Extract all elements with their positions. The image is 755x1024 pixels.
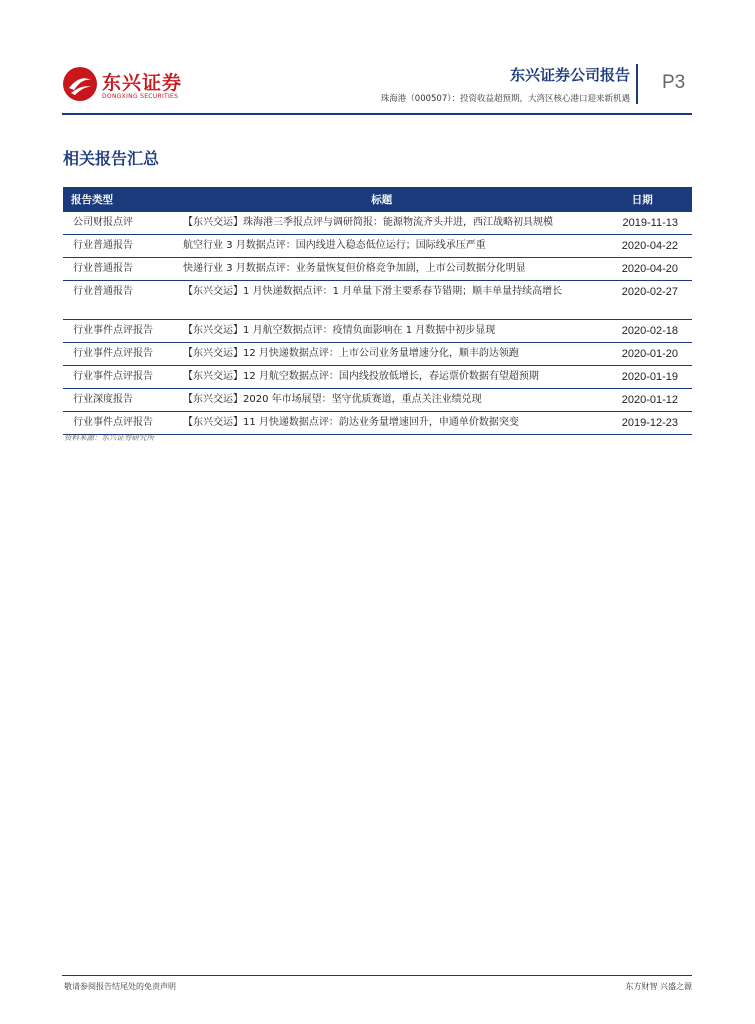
report-title: 【东兴交运】珠海港三季报点评与调研简报：能源物流齐头并进，西江战略初具规模 [171, 212, 592, 235]
report-type: 行业普通报告 [63, 281, 171, 320]
report-date: 2020-02-18 [592, 320, 692, 343]
page-number: P3 [662, 72, 686, 93]
disclaimer-note: 敬请参阅报告结尾处的免责声明 [64, 982, 176, 991]
table-row [63, 235, 692, 258]
report-title: 【东兴交运】2020 年市场展望：坚守优质赛道，重点关注业绩兑现 [171, 389, 592, 412]
related-reports-table [63, 187, 692, 435]
report-type: 行业事件点评报告 [63, 366, 171, 389]
report-title: 快递行业 3 月数据点评：业务量恢复但价格竞争加剧，上市公司数据分化明显 [171, 258, 592, 281]
report-subtitle: 珠海港（000507）：投资收益超预期，大湾区核心港口迎来新机遇 [380, 94, 630, 104]
report-date: 2020-04-20 [592, 258, 692, 281]
table-row [63, 281, 692, 320]
report-title: 航空行业 3 月数据点评：国内线进入稳态低位运行；国际线承压严重 [171, 235, 592, 258]
report-type: 行业事件点评报告 [63, 343, 171, 366]
dongxing-logo-icon [62, 66, 98, 102]
report-date: 2020-01-12 [592, 389, 692, 412]
header-type: 报告类型 [63, 187, 171, 212]
report-title: 【东兴交运】12 月航空数据点评：国内线投放低增长，春运票价数据有望超预期 [171, 366, 592, 389]
footer-rule [62, 975, 692, 976]
section-title: 相关报告汇总 [63, 149, 160, 168]
table-row [63, 343, 692, 366]
data-source-note: 资料来源：东兴证券研究所 [64, 433, 154, 442]
table-header-row [63, 187, 692, 212]
table-row [63, 366, 692, 389]
logo-text-en: DONGXING SECURITIES [102, 93, 179, 100]
table-row [63, 412, 692, 435]
report-title: 【东兴交运】1 月快递数据点评：1 月单量下滑主要系春节错期；顺丰单量持续高增长 [171, 281, 592, 320]
report-date: 2020-02-27 [592, 281, 692, 320]
report-type: 行业普通报告 [63, 235, 171, 258]
report-date: 2020-04-22 [592, 235, 692, 258]
report-date: 2019-11-13 [592, 212, 692, 235]
report-type: 公司财报点评 [63, 212, 171, 235]
table-row [63, 389, 692, 412]
header-date: 日期 [592, 187, 692, 212]
table-row [63, 320, 692, 343]
report-date: 2020-01-20 [592, 343, 692, 366]
report-title: 【东兴交运】1 月航空数据点评：疫情负面影响在 1 月数据中初步显现 [171, 320, 592, 343]
company-logo [62, 66, 212, 106]
report-type: 行业普通报告 [63, 258, 171, 281]
header-title: 标题 [171, 187, 592, 212]
report-type: 行业深度报告 [63, 389, 171, 412]
report-brand-title: 东兴证券公司报告 [509, 66, 630, 84]
report-title: 【东兴交运】11 月快递数据点评：韵达业务量增速回升，申通单价数据突变 [171, 412, 592, 435]
report-type: 行业事件点评报告 [63, 320, 171, 343]
report-date: 2020-01-19 [592, 366, 692, 389]
table-row [63, 212, 692, 235]
logo-text-cn: 东兴证券 [102, 72, 183, 94]
footer-slogan: 东方财智 兴盛之源 [625, 982, 692, 991]
table-row [63, 258, 692, 281]
report-title: 【东兴交运】12 月快递数据点评：上市公司业务量增速分化，顺丰韵达领跑 [171, 343, 592, 366]
header-divider [636, 64, 638, 104]
header-rule [62, 113, 692, 115]
report-type: 行业事件点评报告 [63, 412, 171, 435]
report-date: 2019-12-23 [592, 412, 692, 435]
